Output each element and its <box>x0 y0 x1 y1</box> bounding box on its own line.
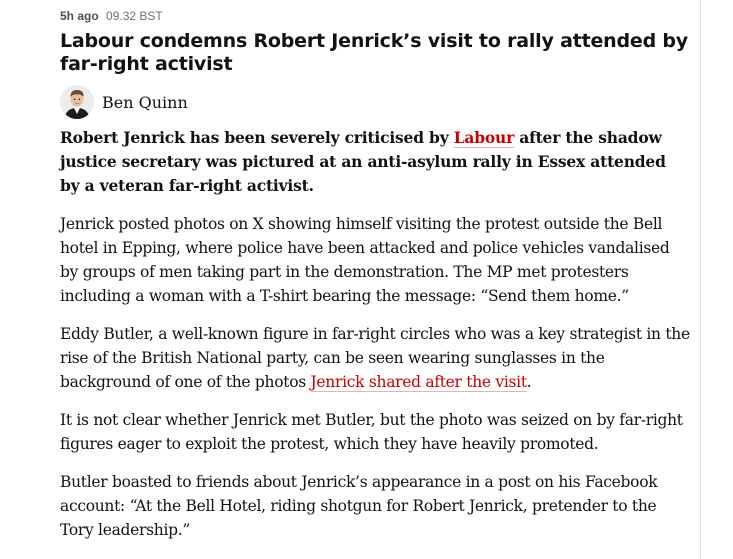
page-edge-divider <box>700 0 701 559</box>
author-avatar[interactable] <box>60 85 94 119</box>
labour-link[interactable]: Labour <box>453 128 515 147</box>
jenrick-shared-link[interactable]: Jenrick shared after the visit <box>310 373 527 391</box>
live-blog-post <box>60 0 690 542</box>
byline <box>60 82 690 122</box>
post-headline: Labour condemns Robert Jenrick’s visit to rally attended by far-right activist <box>60 30 688 75</box>
time-ago[interactable]: 5h ago <box>60 9 99 23</box>
body-paragraph: Butler boasted to friends about Jenrick’s appearance in a post on his Facebook account: “At the Bell Hotel, riding shotgun for Robert Jenrick, pretender to the Tory leadership.” <box>60 473 658 539</box>
post-meta <box>60 9 690 23</box>
paragraph-text-end: . <box>526 373 532 391</box>
author-portrait-icon <box>60 85 94 119</box>
post-timestamp: 09.32 BST <box>106 9 163 23</box>
author-name[interactable]: Ben Quinn <box>102 92 188 112</box>
standfirst-text-start: Robert Jenrick has been severely criticised by <box>60 128 454 147</box>
post-standfirst <box>60 126 690 198</box>
standfirst-text-end: after the shadow justice secretary was pictured at an anti-asylum rally in Essex attended by a veteran far-right activist. <box>60 128 666 195</box>
paragraph-text-start: Eddy Butler, a well-known figure in far-right circles who was a key strategist in the rise of the British National party, can be seen wearing sunglasses in the background of one of the photos <box>60 325 690 391</box>
body-paragraph: Jenrick posted photos on X showing himself visiting the protest outside the Bell hotel in Epping, where police have been attacked and police vehicles vandalised by groups of men taking part in the demonstration. The MP met protesters including a woman with a T-shirt bearing the message: “Send them home.” <box>60 215 670 305</box>
body-paragraph: It is not clear whether Jenrick met Butler, but the photo was seized on by far-right figures eager to exploit the protest, which they have heavily promoted. <box>60 411 683 453</box>
body-paragraph <box>60 322 690 394</box>
